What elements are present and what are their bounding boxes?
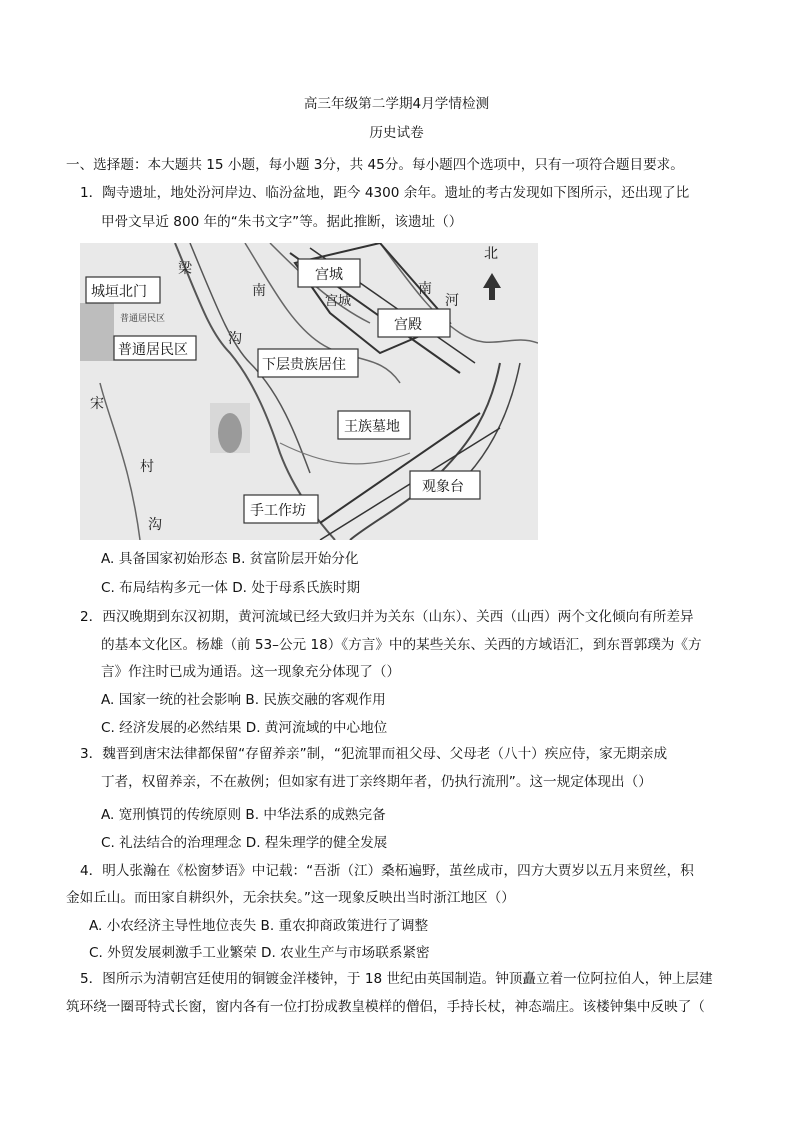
map-text-cun: 村 (140, 459, 154, 475)
question-2-options-ab: A. 国家一统的社会影响 B. 民族交融的客观作用 (101, 692, 386, 708)
map-label-guanxiang (410, 471, 480, 499)
map-text-he: 河 (445, 293, 459, 309)
svg-text:观象台: 观象台 (422, 479, 464, 495)
svg-text:普通居民区: 普通居民区 (118, 342, 188, 358)
map-label-gongdian (378, 309, 450, 337)
question-5-line-2: 筑环绕一圈哥特式长窗，窗内各有一位打扮成教皇模样的僧侣，手持长杖，神态端庄。该楼钟集中反映了（ (66, 999, 705, 1015)
map-text-song: 宋 (90, 396, 104, 412)
map-label-chengyuan (86, 277, 160, 303)
question-1-options-cd: C. 布局结构多元一体 D. 处于母系氏族时期 (101, 580, 361, 596)
question-2-line-2: 的基本文化区。杨雄（前 53–公元 18）《方言》中的某些关东、关西的方域语汇，到东晋郭璞为《方 (101, 637, 702, 653)
svg-text:王族墓地: 王族墓地 (344, 419, 400, 435)
svg-text:下层贵族居住: 下层贵族居住 (262, 357, 346, 373)
question-2-line-3: 言》作注时已成为通语。这一现象充分体现了（） (101, 664, 401, 680)
svg-text:宫城: 宫城 (315, 267, 343, 283)
question-3-line-2: 丁者，权留养亲，不在赦例；但如家有进丁亲终期年者，仍执行流刑”。这一规定体现出（） (101, 774, 652, 790)
exam-title: 高三年级第二学期4月学情检测 (303, 96, 490, 112)
svg-text:宫殿: 宫殿 (394, 317, 422, 333)
question-5-line-1: 5．图所示为清朝宫廷使用的铜镀金洋楼钟，于 18 世纪由英国制造。钟顶矗立着一位阿拉伯人，钟上层建 (80, 971, 713, 987)
question-3-line-1: 3．魏晋到唐宋法律都保留“存留养亲”制，“犯流罪而祖父母、父母老（八十）疾应侍，家无期亲成 (80, 746, 668, 762)
map-label-shougong (244, 495, 318, 523)
map-label-gongcheng (298, 259, 360, 287)
map-text-putong-small: 普通居民区 (120, 314, 166, 324)
map-text-nan-1: 南 (252, 283, 266, 299)
question-4-line-1: 4．明人张瀚在《松窗梦语》中记载：“吾浙（江）桑柘遍野，茧丝成市，四方大贾岁以五月来贸丝，积 (80, 863, 694, 879)
svg-text:城垣北门: 城垣北门 (91, 284, 147, 300)
svg-text:手工作坊: 手工作坊 (250, 503, 306, 519)
question-1-line-2: 甲骨文早近 800 年的“朱书文字”等。据此推断，该遗址（） (101, 214, 463, 230)
question-4-options-ab: A. 小农经济主导性地位丧失 B. 重农抑商政策进行了调整 (89, 918, 429, 934)
question-1-line-1: 1．陶寺遗址，地处汾河岸边、临汾盆地，距今 4300 余年。遗址的考古发现如下图所示，还出现了比 (80, 185, 690, 201)
question-2-options-cd: C. 经济发展的必然结果 D. 黄河流域的中心地位 (101, 720, 388, 736)
question-3-options-cd: C. 礼法结合的治理理念 D. 程朱理学的健全发展 (101, 835, 388, 851)
map-label-putong (114, 336, 196, 360)
section-instruction: 一、选择题：本大题共 15 小题，每小题 3分，共 45分。每小题四个选项中，只有一项符合题目要求。 (66, 157, 684, 173)
question-4-line-2: 金如丘山。而田家自耕织外，无余扶矣。”这一现象反映出当时浙江地区（） (66, 890, 515, 906)
question-3-options-ab: A. 宽刑慎罚的传统原则 B. 中华法系的成熟完备 (101, 807, 386, 823)
question-4-options-cd: C. 外贸发展刺激手工业繁荣 D. 农业生产与市场联系紧密 (89, 945, 430, 961)
map-text-liang: 梁 (178, 261, 192, 277)
exam-subject: 历史试卷 (369, 125, 424, 141)
question-2-line-1: 2．西汉晚期到东汉初期，黄河流域已经大致归并为关东（山东）、关西（山西）两个文化倾向有所差异 (80, 609, 694, 625)
north-label: 北 (484, 246, 498, 262)
map-text-nan-2: 南 (418, 281, 432, 297)
map-label-xiaceng (258, 349, 358, 377)
question-1-options-ab: A. 具备国家初始形态 B. 贫富阶层开始分化 (101, 551, 359, 567)
residential-texture (80, 303, 114, 361)
map-label-wangzu (338, 411, 410, 439)
map-text-gou-2: 沟 (148, 517, 162, 533)
map-text-gongcheng: 宫城 (325, 294, 352, 309)
taosi-site-map (80, 243, 538, 540)
map-text-gou-1: 沟 (228, 331, 242, 347)
